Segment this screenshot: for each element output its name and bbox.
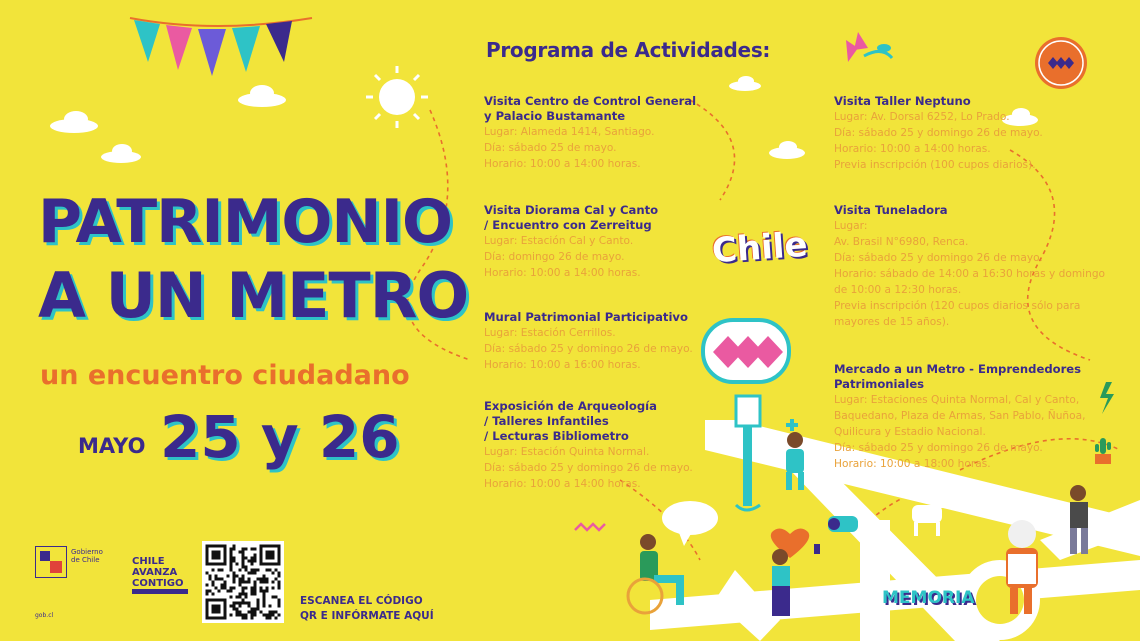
memoria-lettering: MEMORIA xyxy=(882,588,975,608)
metro-sign-illustration xyxy=(703,320,789,510)
activity-detail: Día: sábado 25 y domingo 26 de mayo. xyxy=(484,462,693,474)
metro-logo-icon xyxy=(1035,37,1087,89)
avanza-line: CHILE xyxy=(132,556,165,567)
activity-item xyxy=(834,203,1105,330)
avanza-line: AVANZA xyxy=(132,567,178,578)
gobierno-logo xyxy=(35,546,107,628)
activity-detail: Av. Brasil N°6980, Renca. xyxy=(834,236,969,248)
qr-code-icon[interactable] xyxy=(202,541,284,623)
activity-title: Visita Tuneladora xyxy=(834,203,948,217)
activity-detail: Horario: 10:00 a 14:00 horas. xyxy=(834,143,991,155)
sun-icon xyxy=(366,66,428,128)
activity-detail: Baquedano, Plaza de Armas, San Pablo, Ñuñoa, xyxy=(834,410,1086,422)
activity-detail: Lugar: Estación Cerrillos. xyxy=(484,327,616,339)
activity-detail: Día: domingo 26 de mayo. xyxy=(484,251,625,263)
activity-title: / Talleres Infantiles xyxy=(484,414,609,428)
activity-detail: Lugar: Alameda 1414, Santiago. xyxy=(484,126,655,138)
gov-shield-icon xyxy=(35,546,67,578)
activity-detail: Horario: 10:00 a 14:00 horas. xyxy=(484,478,641,490)
activity-title: Visita Centro de Control General xyxy=(484,94,697,108)
month-label: MAYO xyxy=(78,434,146,458)
plus-icon xyxy=(786,419,798,431)
chile-lettering-text: Chile xyxy=(710,224,809,272)
activity-detail: Horario: 10:00 a 14:00 horas. xyxy=(484,267,641,279)
activity-item xyxy=(484,203,658,281)
activity-item xyxy=(484,310,693,373)
title-line-2: A UN METRO xyxy=(38,259,469,332)
activity-detail: Lugar: Av. Dorsal 6252, Lo Prado. xyxy=(834,111,1010,123)
activity-title: Patrimoniales xyxy=(834,377,925,391)
avanza-underline xyxy=(132,589,188,594)
activity-title: Exposición de Arqueología xyxy=(484,399,657,413)
activity-detail: Día: sábado 25 de mayo. xyxy=(484,142,617,154)
activity-detail: Lugar: Estación Cal y Canto. xyxy=(484,235,634,247)
activity-detail: Día: sábado 25 y domingo 26 de mayo. xyxy=(834,127,1043,139)
activity-title: Mural Patrimonial Participativo xyxy=(484,310,688,324)
activity-detail: de 10:00 a 12:30 horas. xyxy=(834,284,962,296)
gov-url: gob.cl xyxy=(35,612,54,619)
scan-instruction xyxy=(300,594,434,624)
activity-detail: Lugar: xyxy=(834,220,868,232)
flag-garland-icon xyxy=(134,20,292,76)
activity-detail: Lugar: Estación Quinta Normal. xyxy=(484,446,650,458)
activity-detail: Día: sábado 25 y domingo 26 de mayo. xyxy=(834,442,1043,454)
scan-line: ESCANEA EL CÓDIGO xyxy=(300,595,423,607)
avanza-line: CONTIGO xyxy=(132,578,184,589)
activity-detail: Quilicura y Estadio Nacional. xyxy=(834,426,986,438)
activity-title: Visita Diorama Cal y Canto xyxy=(484,203,659,217)
activity-title: y Palacio Bustamante xyxy=(484,109,626,123)
program-heading: Programa de Actividades: xyxy=(486,38,771,62)
activity-detail: Previa inscripción (120 cupos diarios sólo para xyxy=(834,300,1081,312)
subtitle: un encuentro ciudadano xyxy=(40,360,410,391)
activity-title: Visita Taller Neptuno xyxy=(834,94,971,108)
activity-detail: Horario: sábado de 14:00 a 16:30 horas y domingo xyxy=(834,268,1106,280)
title-line-1: PATRIMONIO xyxy=(38,187,452,257)
gov-text: Gobierno de Chile xyxy=(71,548,103,564)
activity-detail: Horario: 10:00 a 16:00 horas. xyxy=(484,359,641,371)
scan-line: QR E INFÓRMATE AQUÍ xyxy=(300,610,434,622)
activity-title: / Encuentro con Zerreitug xyxy=(484,218,652,232)
activity-detail: Horario: 10:00 a 14:00 horas. xyxy=(484,158,641,170)
activity-item xyxy=(834,362,1085,472)
activity-item xyxy=(834,94,1043,173)
activity-detail: Lugar: Estaciones Quinta Normal, Cal y Canto, xyxy=(834,394,1080,406)
activity-title: / Lecturas Bibliometro xyxy=(484,429,629,443)
days-label: 25 y 26 xyxy=(160,403,400,471)
activity-detail: Previa inscripción (100 cupos diarios). xyxy=(834,159,1036,171)
flower-icon xyxy=(846,32,892,62)
activity-item xyxy=(484,399,693,492)
activity-title: Mercado a un Metro - Emprendedores xyxy=(834,362,1082,376)
activity-detail: Día: sábado 25 y domingo 26 de mayo. xyxy=(484,343,693,355)
lightning-icon xyxy=(1100,382,1114,414)
avanza-logo xyxy=(132,556,183,589)
activity-detail: Horario: 10:00 a 18:00 horas. xyxy=(834,458,991,470)
activity-item xyxy=(484,94,696,172)
activity-detail: mayores de 15 años). xyxy=(834,316,950,328)
activity-detail: Día: sábado 25 y domingo 26 de mayo. xyxy=(834,252,1043,264)
